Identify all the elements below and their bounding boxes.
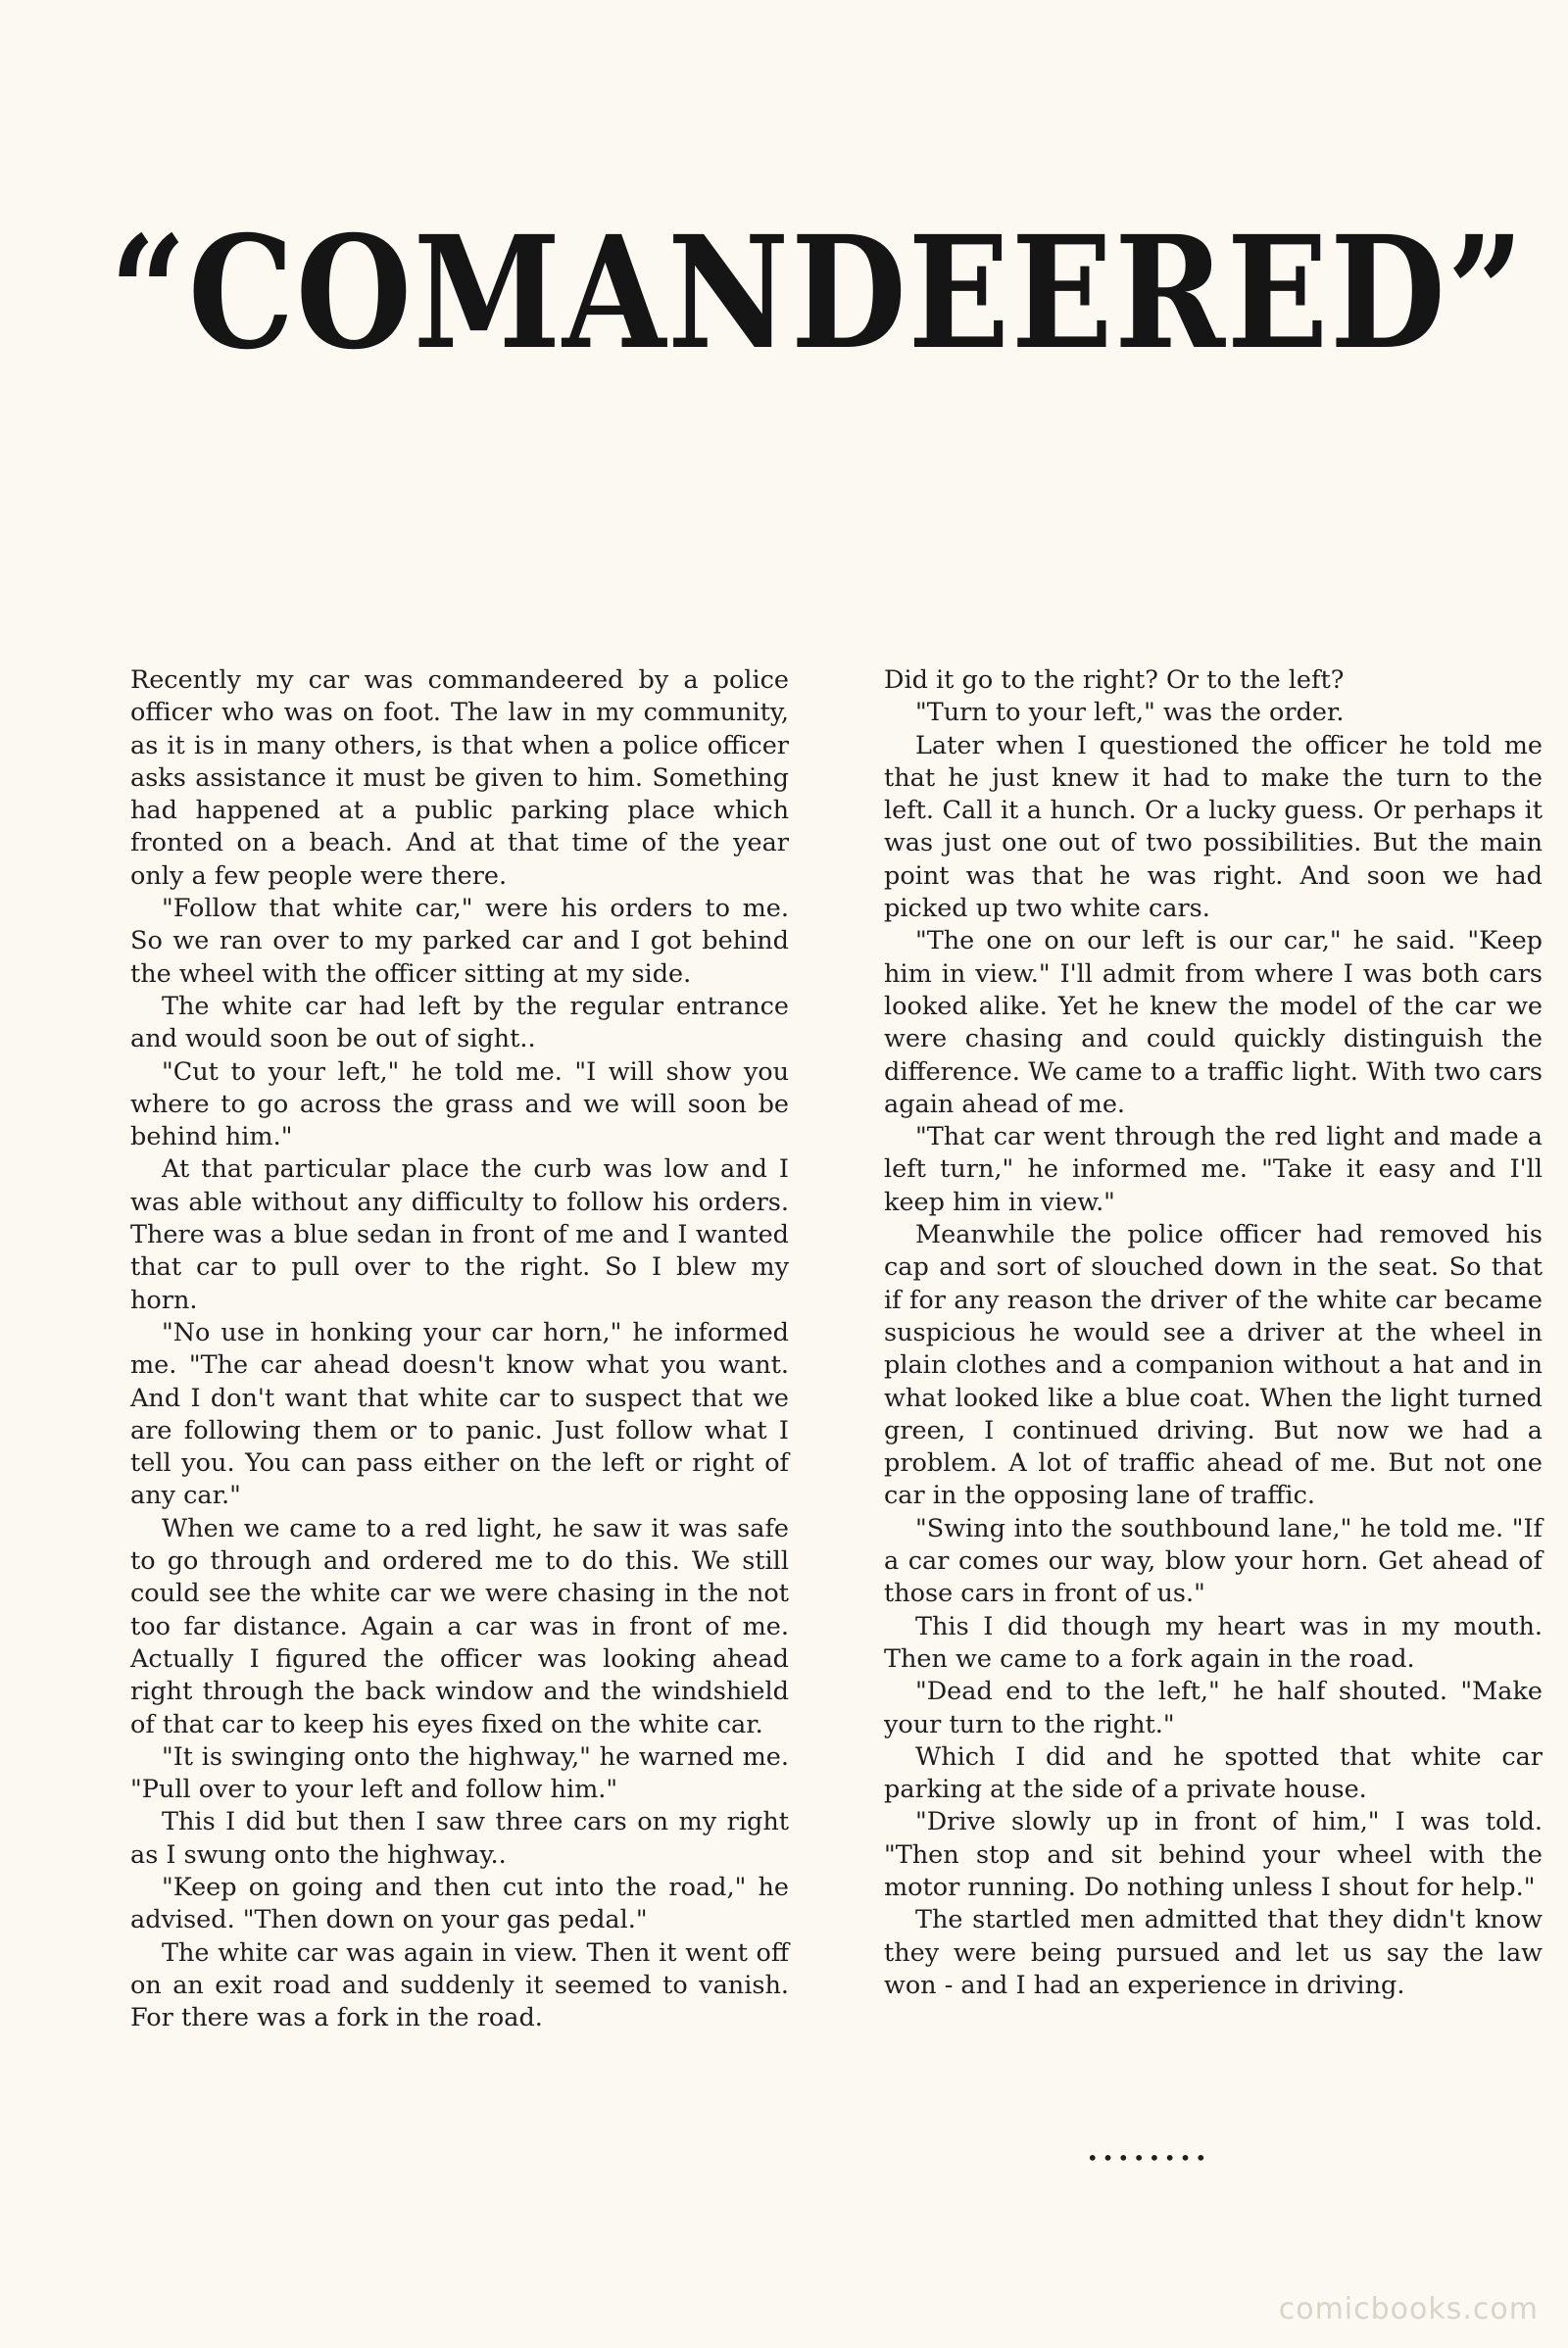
paragraph: Later when I questioned the officer he told me that he just knew it had to make the turn to the left. Call it a hunch. Or a lucky guess. Or perhaps it was just one out of two possibilities. But the main point was that he was right. And soon we had picked up two white cars.	[884, 730, 1543, 924]
paragraph: Recently my car was commandeered by a police officer who was on foot. The law in my community, as it is in many others, is that when a police officer asks assistance it must be given to him. Something had happened at a public parking place which fronted on a beach. And at that time of the year only a few people were there.	[130, 665, 789, 891]
paragraph: Did it go to the right? Or to the left?	[884, 665, 1345, 695]
paragraph: "The one on our left is our car," he said. "Keep him in view." I'll admit from where I was both cars looked alike. Yet he knew the model of the car we were chasing and could quickly distinguish the difference. We came to a traffic light. With two cars again ahead of me.	[884, 926, 1543, 1119]
paragraph: "That car went through the red light and made a left turn," he informed me. "Take it easy and I'll keep him in view."	[884, 1122, 1543, 1217]
paragraph: "Keep on going and then cut into the road," he advised. "Then down on your gas pedal."	[130, 1872, 789, 1935]
right-column	[884, 664, 1543, 2002]
paragraph: The white car had left by the regular entrance and would soon be out of sight..	[130, 991, 789, 1054]
end-mark: ••••••••	[1086, 2146, 1211, 2170]
paragraph: "Swing into the southbound lane," he told me. "If a car comes our way, blow your horn. Get ahead of those cars in front of us."	[884, 1513, 1543, 1609]
watermark: comicbooks.com	[1278, 2292, 1539, 2326]
paragraph: "Dead end to the left," he half shouted. "Make your turn to the right."	[884, 1677, 1543, 1739]
paragraph: When we came to a red light, he saw it was safe to go through and ordered me to do this. We still could see the white car we were chasing in the not too far distance. Again a car was in front of me. Actually I figured the officer was looking ahead right through the back window and the windshield of that car to keep his eyes fixed on the white car.	[130, 1513, 789, 1739]
paragraph: "Drive slowly up in front of him," I was told. "Then stop and sit behind your wheel with the motor running. Do nothing unless I shout for help."	[884, 1807, 1543, 1902]
paragraph: The white car was again in view. Then it went off on an exit road and suddenly it seemed to vanish. For there was a fork in the road.	[130, 1937, 789, 2033]
paragraph: "Turn to your left," was the order.	[915, 698, 1345, 728]
paragraph: Meanwhile the police officer had removed his cap and sort of slouched down in the seat. So that if for any reason the driver of the white car became suspicious he would see a driver at the wheel in plain clothes and a companion without a hat and in what looked like a blue coat. When the light turned green, I continued driving. But now we had a problem. A lot of traffic ahead of me. But not one car in the opposing lane of traffic.	[884, 1220, 1543, 1511]
paragraph: "It is swinging onto the highway," he warned me. "Pull over to your left and follow him."	[130, 1741, 789, 1805]
paragraph: This I did though my heart was in my mouth. Then we came to a fork again in the road.	[884, 1611, 1543, 1674]
paragraph: "Cut to your left," he told me. "I will show you where to go across the grass and we will soon be behind him."	[130, 1056, 789, 1152]
paragraph: Which I did and he spotted that white car parking at the side of a private house.	[884, 1741, 1543, 1805]
paragraph: The startled men admitted that they didn't know they were being pursued and let us say the law won - and I had an experience in driving.	[884, 1905, 1543, 2000]
left-column	[130, 664, 789, 2034]
paragraph: "Follow that white car," were his orders to me. So we ran over to my parked car and I got behind the wheel with the officer sitting at my side.	[130, 894, 789, 989]
paragraph: "No use in honking your car horn," he informed me. "The car ahead doesn't know what you want. And I don't want that white car to suspect that we are following them or to panic. Just follow what I tell you. You can pass either on the left or right of any car."	[130, 1317, 789, 1511]
paragraph: This I did but then I saw three cars on my right as I swung onto the highway..	[130, 1807, 789, 1870]
story-title: “COMANDEERED”	[110, 203, 1526, 384]
paragraph: At that particular place the curb was low and I was able without any difficulty to follow his orders. There was a blue sedan in front of me and I wanted that car to pull over to the right. So I blew my horn.	[130, 1154, 789, 1315]
